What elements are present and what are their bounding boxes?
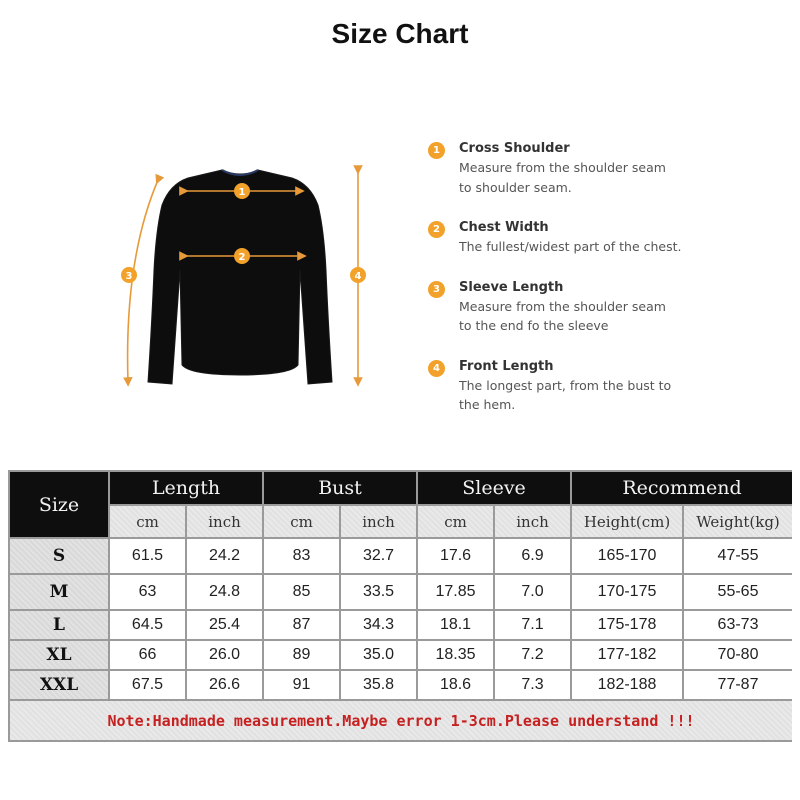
table-cell: 182-188 bbox=[572, 671, 682, 699]
page-title: Size Chart bbox=[331, 18, 469, 49]
unit-header: cm bbox=[418, 506, 493, 537]
table-cell: 7.1 bbox=[495, 611, 570, 639]
table-cell: 33.5 bbox=[341, 575, 416, 609]
table-cell: 17.6 bbox=[418, 539, 493, 573]
marker-2 bbox=[234, 248, 250, 264]
marker-4 bbox=[350, 267, 366, 283]
table-cell: 165-170 bbox=[572, 539, 682, 573]
table-cell: 7.3 bbox=[495, 671, 570, 699]
table-cell: 34.3 bbox=[341, 611, 416, 639]
table-cell: 17.85 bbox=[418, 575, 493, 609]
table-cell: 24.8 bbox=[187, 575, 262, 609]
table-cell: 175-178 bbox=[572, 611, 682, 639]
unit-header: inch bbox=[187, 506, 262, 537]
group-header-bust: Bust bbox=[264, 472, 416, 504]
group-header-sleeve: Sleeve bbox=[418, 472, 570, 504]
unit-header: cm bbox=[110, 506, 185, 537]
guide-title: Sleeve Length bbox=[459, 279, 564, 295]
unit-header: cm bbox=[264, 506, 339, 537]
table-cell: 61.5 bbox=[110, 539, 185, 573]
group-header-recommend: Recommend bbox=[572, 472, 792, 504]
table-cell: 18.35 bbox=[418, 641, 493, 669]
table-cell: 91 bbox=[264, 671, 339, 699]
table-row bbox=[10, 611, 792, 639]
table-cell: 7.2 bbox=[495, 641, 570, 669]
size-label: XL bbox=[10, 641, 108, 669]
number-badge: 4 bbox=[428, 360, 445, 377]
svg-text:1: 1 bbox=[238, 187, 246, 198]
table-cell: 18.1 bbox=[418, 611, 493, 639]
size-label: XXL bbox=[10, 671, 108, 699]
table-cell: 170-175 bbox=[572, 575, 682, 609]
sweater-icon bbox=[100, 160, 390, 400]
marker-3 bbox=[121, 267, 137, 283]
table-cell: 25.4 bbox=[187, 611, 262, 639]
table-note: Note:Handmade measurement.Maybe error 1-3cm.Please understand !!! bbox=[10, 701, 792, 740]
guide-desc: The longest part, from the bust to bbox=[459, 377, 672, 393]
guide-item-sleeve-length bbox=[428, 279, 788, 336]
size-table bbox=[8, 470, 792, 742]
table-row bbox=[10, 641, 792, 669]
guide-item-front-length bbox=[428, 358, 788, 415]
table-cell: 55-65 bbox=[684, 575, 792, 609]
table-cell: 18.6 bbox=[418, 671, 493, 699]
guide-desc: The fullest/widest part of the chest. bbox=[459, 239, 682, 254]
table-cell: 89 bbox=[264, 641, 339, 669]
table-cell: 26.0 bbox=[187, 641, 262, 669]
number-badge: 3 bbox=[428, 281, 445, 298]
measurement-guide bbox=[428, 140, 788, 437]
table-cell: 24.2 bbox=[187, 539, 262, 573]
table-cell: 87 bbox=[264, 611, 339, 639]
guide-title: Front Length bbox=[459, 358, 554, 374]
table-cell: 63 bbox=[110, 575, 185, 609]
group-header-length: Length bbox=[110, 472, 262, 504]
guide-title: Cross Shoulder bbox=[459, 141, 570, 156]
table-cell: 66 bbox=[110, 641, 185, 669]
svg-text:2: 2 bbox=[238, 252, 246, 263]
measurement-illustration bbox=[100, 160, 390, 400]
table-cell: 85 bbox=[264, 575, 339, 609]
table-row bbox=[10, 539, 792, 573]
size-header: Size bbox=[10, 472, 108, 537]
unit-header: Height(cm) bbox=[572, 506, 682, 537]
size-table-grid bbox=[8, 470, 794, 742]
number-badge: 2 bbox=[428, 221, 445, 238]
table-cell: 32.7 bbox=[341, 539, 416, 573]
size-label: L bbox=[10, 611, 108, 639]
table-cell: 35.8 bbox=[341, 671, 416, 699]
table-row bbox=[10, 671, 792, 699]
guide-item-chest-width bbox=[428, 219, 788, 257]
guide-desc: Measure from the shoulder seam bbox=[459, 160, 666, 175]
marker-1 bbox=[234, 183, 250, 199]
table-cell: 6.9 bbox=[495, 539, 570, 573]
table-cell: 83 bbox=[264, 539, 339, 573]
unit-header: inch bbox=[495, 506, 570, 537]
guide-desc: to shoulder seam. bbox=[459, 179, 572, 195]
table-cell: 177-182 bbox=[572, 641, 682, 669]
guide-desc: to the end fo the sleeve bbox=[459, 318, 609, 333]
guide-item-cross-shoulder bbox=[428, 140, 788, 197]
guide-desc: Measure from the shoulder seam bbox=[459, 298, 666, 314]
svg-text:4: 4 bbox=[354, 271, 362, 282]
size-label: S bbox=[10, 539, 108, 573]
unit-header: Weight(kg) bbox=[684, 506, 792, 537]
table-cell: 35.0 bbox=[341, 641, 416, 669]
table-cell: 67.5 bbox=[110, 671, 185, 699]
guide-desc: the hem. bbox=[459, 397, 516, 412]
table-row bbox=[10, 575, 792, 609]
table-cell: 47-55 bbox=[684, 539, 792, 573]
number-badge: 1 bbox=[428, 142, 445, 159]
guide-title: Chest Width bbox=[459, 220, 549, 235]
table-cell: 64.5 bbox=[110, 611, 185, 639]
unit-header: inch bbox=[341, 506, 416, 537]
table-cell: 63-73 bbox=[684, 611, 792, 639]
table-cell: 26.6 bbox=[187, 671, 262, 699]
size-label: M bbox=[10, 575, 108, 609]
table-cell: 70-80 bbox=[684, 641, 792, 669]
svg-text:3: 3 bbox=[125, 271, 133, 282]
table-cell: 77-87 bbox=[684, 671, 792, 699]
table-cell: 7.0 bbox=[495, 575, 570, 609]
